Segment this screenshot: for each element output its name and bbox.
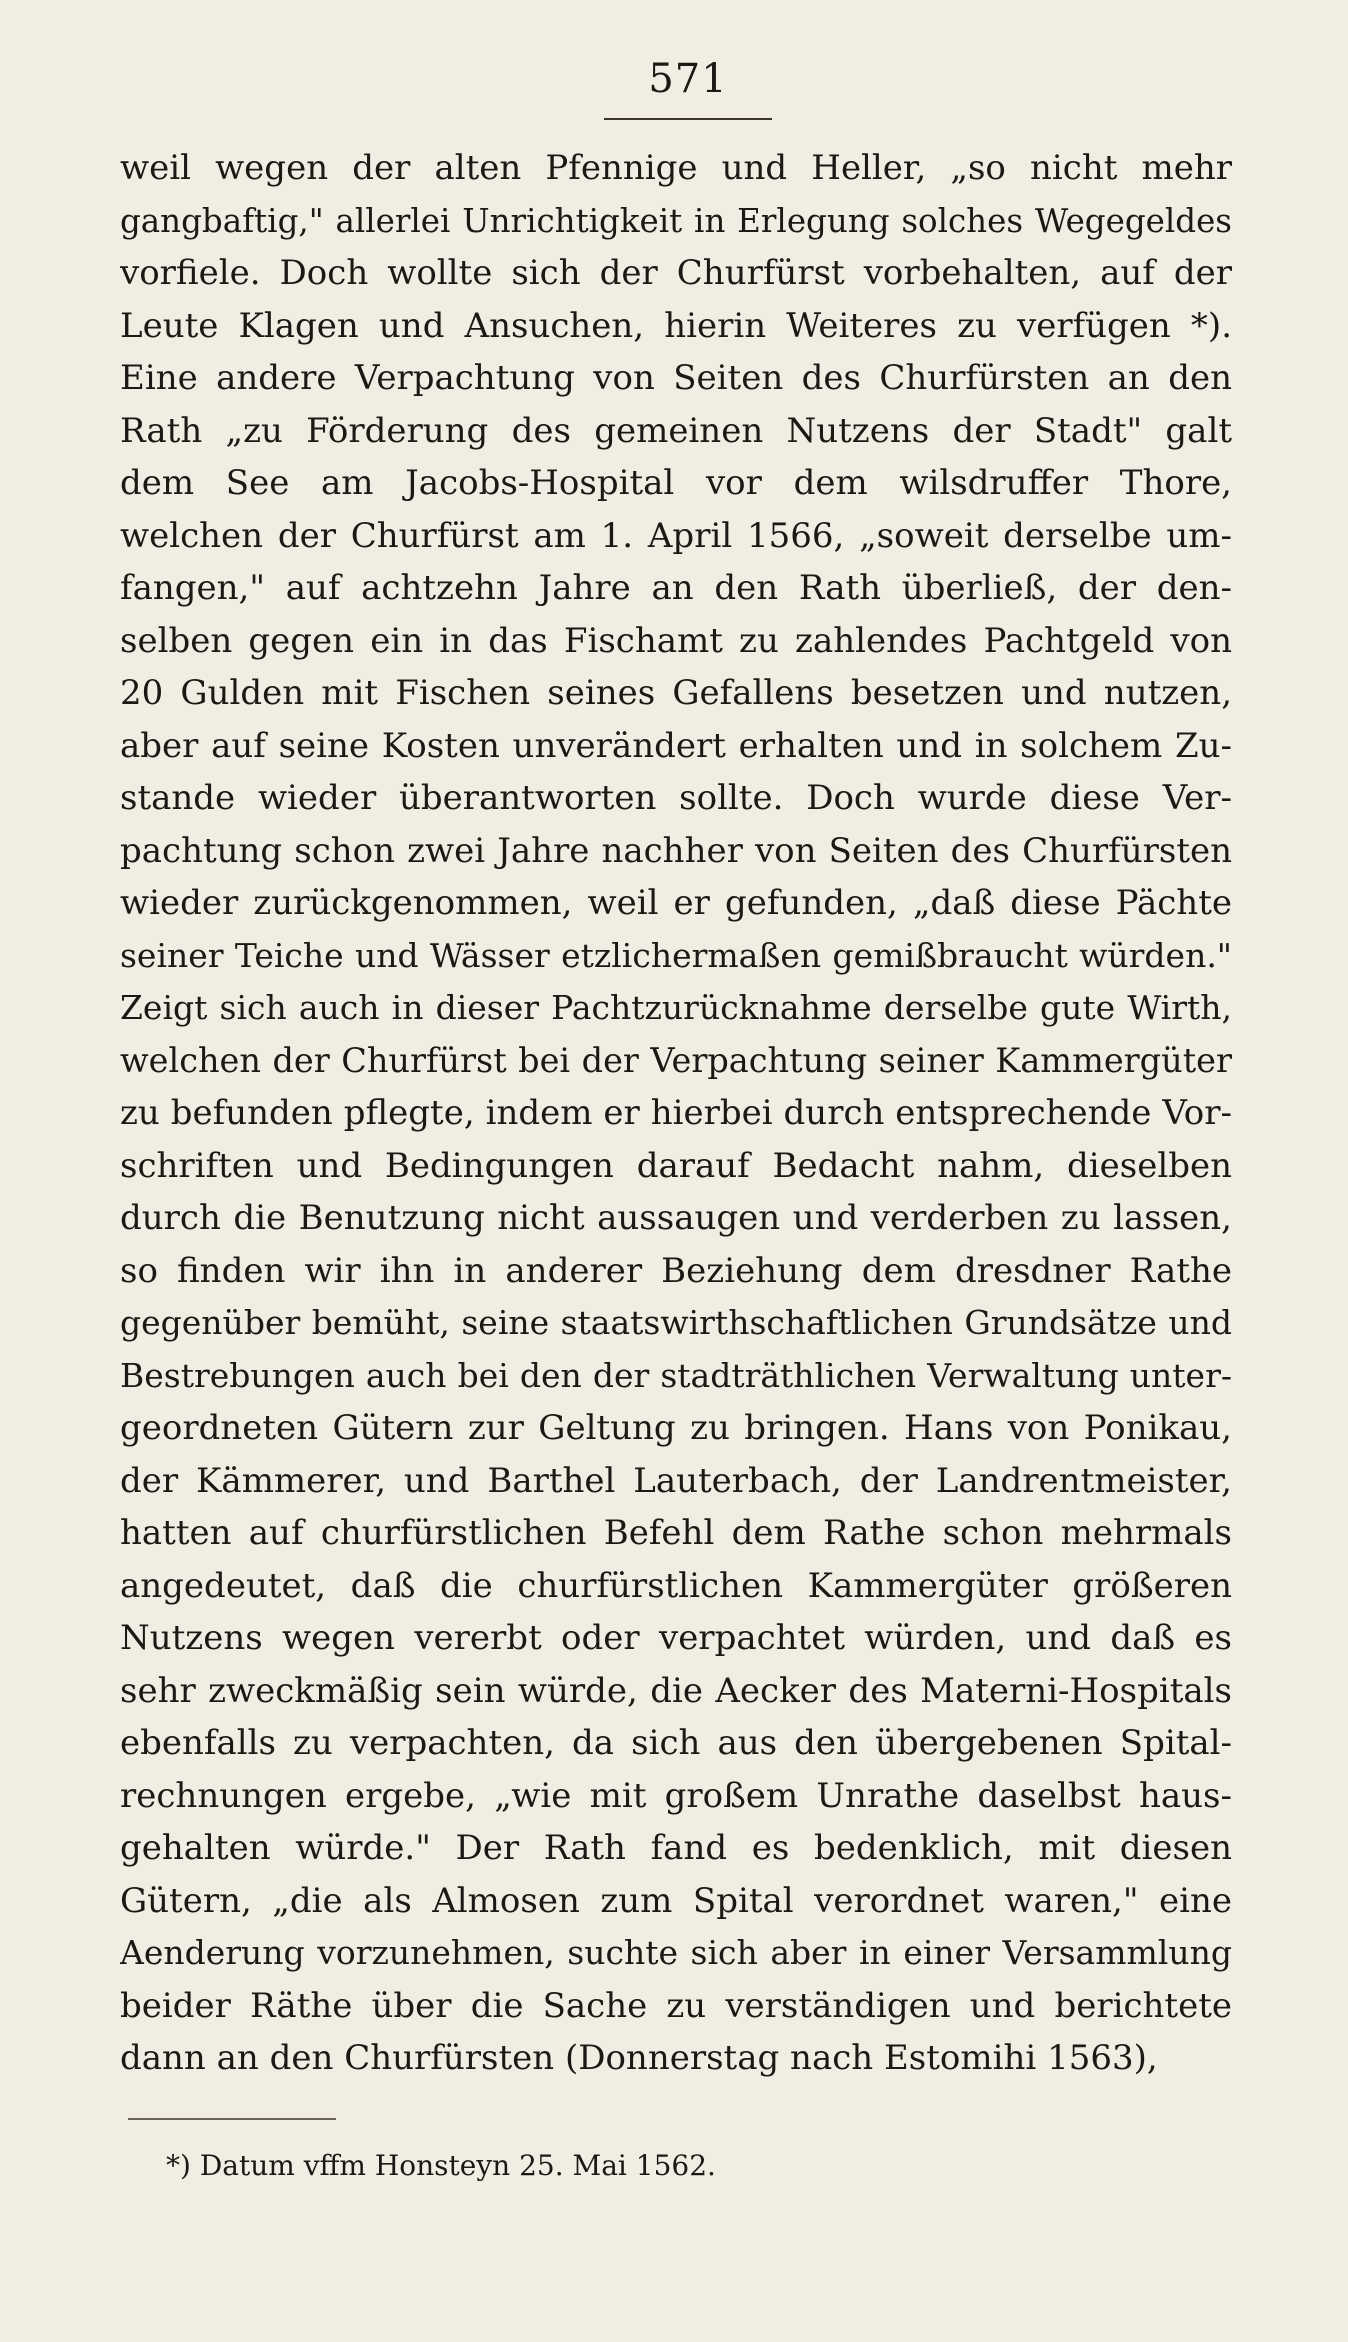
text-line: gangbaftig," allerlei Unrichtigkeit in Erlegung solches Wegegeldes (120, 201, 1232, 240)
text-line: dann an den Churfürsten (Donnerstag nach Estomihi 1563), (120, 2038, 1158, 2078)
text-line: Eine andere Verpachtung von Seiten des Churfürsten an den (120, 358, 1232, 398)
text-line: selben gegen ein in das Fischamt zu zahlendes Pachtgeld von (120, 620, 1232, 661)
text-line: wieder zurückgenommen, weil er gefunden, „daß diese Pächte (120, 883, 1232, 923)
text-line: stande wieder überantworten sollte. Doch wurde diese Ver- (120, 778, 1232, 818)
text-line: schriften und Bedingungen darauf Bedacht nahm, dieselben (120, 1145, 1232, 1186)
footnote-rule (128, 2118, 336, 2120)
text-line: hatten auf churfürstlichen Befehl dem Rathe schon mehrmals (120, 1513, 1232, 1553)
text-line: aber auf seine Kosten unverändert erhalten und in solchem Zu- (120, 725, 1232, 766)
text-line: weil wegen der alten Pfennige und Heller, „so nicht mehr (120, 148, 1232, 188)
text-line: geordneten Gütern zur Geltung zu bringen. Hans von Ponikau, (120, 1408, 1232, 1448)
text-line: Gütern, „die als Almosen zum Spital verordnet waren," eine (120, 1880, 1232, 1921)
text-line: Nutzens wegen vererbt oder verpachtet würden, und daß es (120, 1618, 1232, 1658)
text-line: vorfiele. Doch wollte sich der Churfürst vorbehalten, auf der (120, 253, 1232, 293)
text-line: ebenfalls zu verpachten, da sich aus den übergebenen Spital- (120, 1723, 1232, 1763)
header-rule (604, 118, 772, 120)
text-line: rechnungen ergebe, „wie mit großem Unrathe daselbst haus- (120, 1775, 1232, 1816)
page-number: 571 (648, 56, 728, 102)
text-line: beider Räthe über die Sache zu verständigen und berichtete (120, 1985, 1232, 2026)
text-line: fangen," auf achtzehn Jahre an den Rath überließ, der den- (120, 568, 1232, 608)
text-line: Zeigt sich auch in dieser Pachtzurücknahme derselbe gute Wirth, (120, 988, 1232, 1027)
text-line: sehr zweckmäßig sein würde, die Aecker des Materni-Hospitals (120, 1670, 1232, 1711)
text-line: seiner Teiche und Wässer etzlichermaßen gemißbraucht würden." (120, 935, 1232, 975)
body-text (120, 142, 1232, 2085)
text-line: gegenüber bemüht, seine staatswirthschaftlichen Grundsätze und (120, 1303, 1232, 1342)
text-line: der Kämmerer, und Barthel Lauterbach, der Landrentmeister, (120, 1460, 1232, 1501)
footnote: *) Datum vffm Honsteyn 25. Mai 1562. (166, 2149, 716, 2182)
text-line: zu befunden pflegte, indem er hierbei durch entsprechende Vor- (120, 1093, 1232, 1133)
text-line: Bestrebungen auch bei den der stadträthlichen Verwaltung unter- (120, 1355, 1232, 1395)
text-line: pachtung schon zwei Jahre nachher von Seiten des Churfürsten (120, 830, 1232, 871)
text-line: welchen der Churfürst am 1. April 1566, „soweit derselbe um- (120, 515, 1232, 556)
text-line: dem See am Jacobs-Hospital vor dem wilsdruffer Thore, (120, 463, 1232, 503)
text-line: Aenderung vorzunehmen, suchte sich aber in einer Versammlung (120, 1933, 1232, 1972)
text-line: Leute Klagen und Ansuchen, hierin Weiteres zu verfügen *). (120, 305, 1232, 346)
text-line: 20 Gulden mit Fischen seines Gefallens besetzen und nutzen, (120, 673, 1232, 713)
text-line: welchen der Churfürst bei der Verpachtung seiner Kammergüter (120, 1040, 1232, 1080)
text-line: so finden wir ihn in anderer Beziehung dem dresdner Rathe (120, 1250, 1232, 1291)
text-line: gehalten würde." Der Rath fand es bedenklich, mit diesen (120, 1828, 1232, 1868)
text-line: Rath „zu Förderung des gemeinen Nutzens der Stadt" galt (120, 410, 1232, 451)
text-line: durch die Benutzung nicht aussaugen und verderben zu lassen, (120, 1198, 1232, 1238)
text-line: angedeutet, daß die churfürstlichen Kammergüter größeren (120, 1565, 1232, 1606)
